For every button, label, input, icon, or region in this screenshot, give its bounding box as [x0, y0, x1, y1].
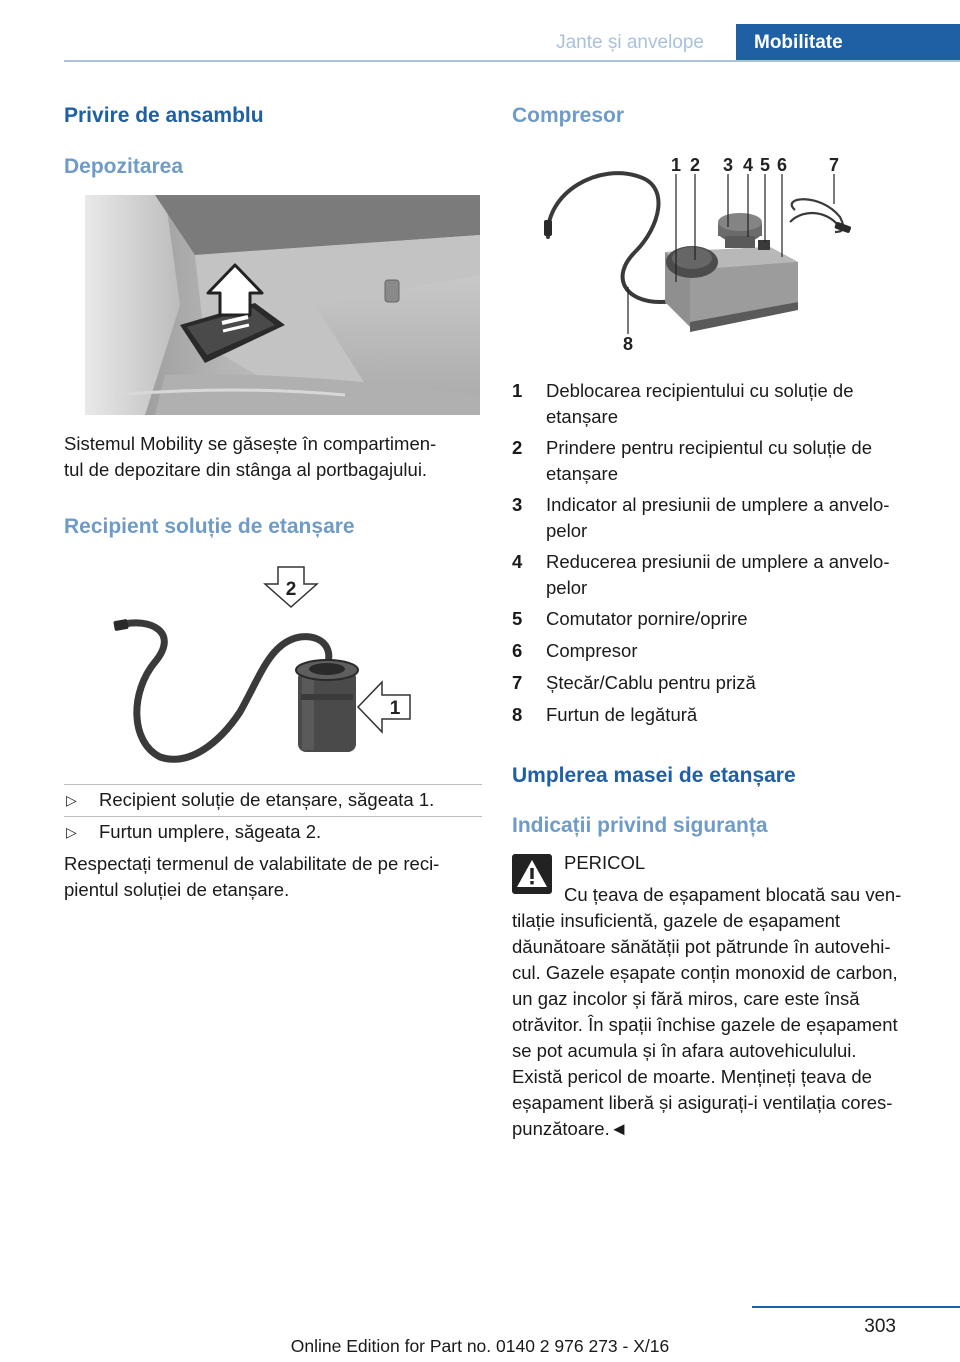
figure-label-1: 1 [670, 155, 682, 175]
figure-label-6: 6 [776, 155, 788, 175]
danger-label: PERICOL [564, 852, 646, 873]
figure-label-3: 3 [722, 155, 734, 175]
header-chapter-tab[interactable]: Mobilitate [736, 24, 960, 62]
fill-sealant-heading: Umplerea masei de etanșare [512, 764, 796, 787]
edition-footer: Online Edition for Part no. 0140 2 976 273 - X/16 [290, 1336, 670, 1356]
storage-text-line-2: tul de depozitare din stânga al portbagajului. [64, 459, 428, 480]
separator [64, 816, 482, 817]
compressor-legend [512, 378, 932, 734]
figure-label-5: 5 [759, 155, 771, 175]
sealant-note-line-1: Respectați termenul de valabilitate de pe reci‐ [64, 853, 440, 874]
sealant-heading: Recipient soluție de etanșare [64, 515, 355, 538]
legend-item: 8 Furtun de legătură [512, 704, 698, 725]
figure-label-4: 4 [742, 155, 754, 175]
separator [64, 784, 482, 785]
compressor-figure [540, 152, 860, 357]
sealant-figure-label-1: 1 [389, 698, 401, 719]
figure-label-2: 2 [689, 155, 701, 175]
legend-item: 1 Deblocarea recipientului cu soluție de etanșare [512, 380, 854, 427]
sealant-container-figure [110, 562, 420, 772]
legend-item: 7 Ștecăr/Cablu pentru priză [512, 672, 756, 693]
section-title: Privire de ansamblu [64, 104, 264, 127]
footer-rule [752, 1306, 960, 1308]
figure-label-8: 8 [622, 334, 634, 354]
legend-item: 4 Reducerea presiunii de umplere a anvelo‐ pelor [512, 551, 890, 598]
legend-item: 3 Indicator al presiunii de umplere a anvelo‐ pelor [512, 494, 890, 541]
legend-item: 2 Prindere pentru recipientul cu soluție de etanșare [512, 437, 872, 484]
page-number: 303 [864, 1316, 896, 1337]
safety-heading: Indicații privind siguranța [512, 814, 768, 837]
storage-heading: Depozitarea [64, 155, 184, 178]
bullet-triangle-icon: ▷ [66, 824, 77, 840]
legend-item: 5 Comutator pornire/oprire [512, 608, 748, 629]
bullet-triangle-icon: ▷ [66, 792, 77, 808]
figure-label-7: 7 [828, 155, 840, 175]
header-rule [64, 60, 960, 62]
sealant-note-line-2: pientul soluției de etanșare. [64, 879, 290, 900]
trunk-storage-photo [85, 195, 480, 415]
warning-icon [512, 854, 552, 894]
header-section-tab[interactable]: Jante și anvelope [556, 32, 704, 53]
legend-item: 6 Compresor [512, 640, 638, 661]
sealant-figure-label-2: 2 [285, 579, 297, 600]
storage-text-line-1: Sistemul Mobility se găsește în compartimen‐ [64, 433, 437, 454]
compressor-heading: Compresor [512, 104, 625, 127]
